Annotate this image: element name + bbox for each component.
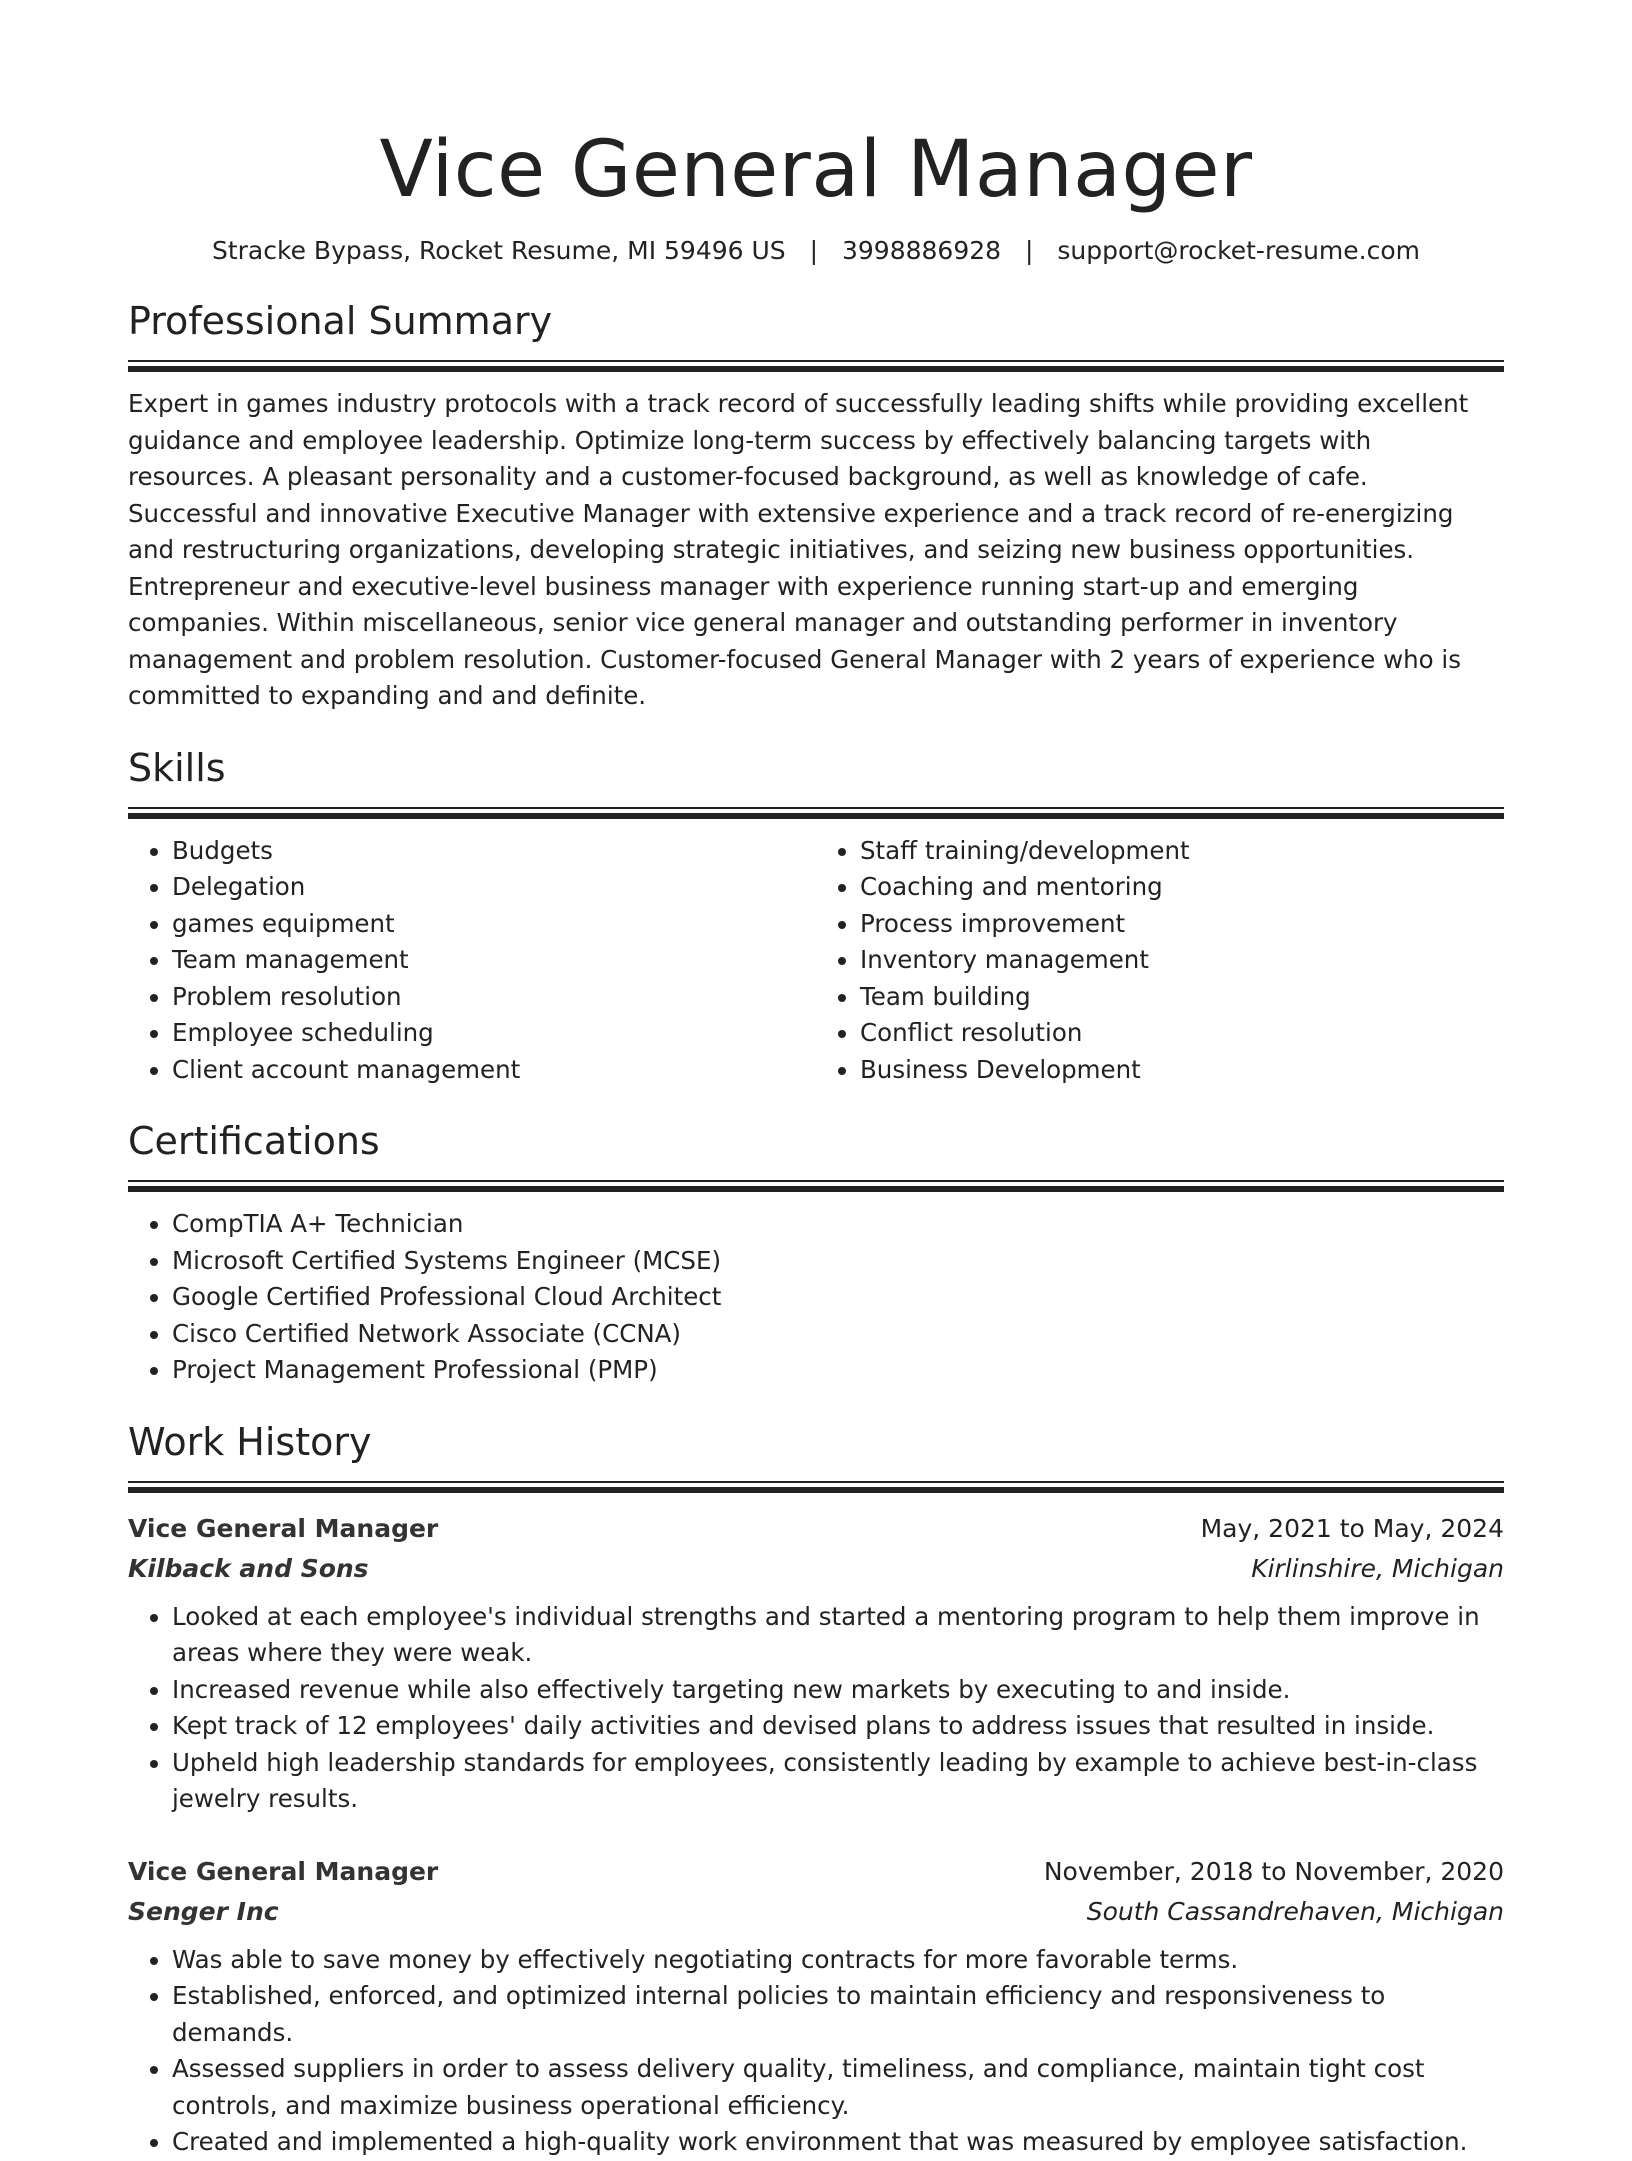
summary-heading: Professional Summary — [128, 299, 553, 343]
skill-item: • Problem resolution — [172, 979, 816, 1016]
section-divider — [128, 807, 1504, 819]
contact-email: support@rocket-resume.com — [1057, 236, 1421, 265]
skills-list-left — [128, 833, 816, 1089]
skills-grid — [128, 833, 1504, 1089]
summary-section — [128, 296, 1504, 715]
skill-item: • Process improvement — [860, 906, 1504, 943]
section-divider — [128, 1180, 1504, 1192]
skills-section — [128, 743, 1504, 1089]
skills-heading: Skills — [128, 745, 226, 790]
job-title: Vice General Manager — [128, 1856, 439, 1886]
section-divider — [128, 1481, 1504, 1493]
certification-item: • Project Management Professional (PMP) — [172, 1352, 1504, 1389]
certification-item: • CompTIA A+ Technician — [172, 1206, 1504, 1243]
skill-item: • Business Development — [860, 1052, 1504, 1089]
job-bullets — [128, 1599, 1504, 1818]
contact-separator: | — [1025, 236, 1034, 265]
certifications-section — [128, 1116, 1504, 1389]
skill-item: • Coaching and mentoring — [860, 869, 1504, 906]
skill-item: • Team building — [860, 979, 1504, 1016]
contact-separator: | — [809, 236, 819, 265]
job-bullets — [128, 1942, 1504, 2161]
job-company-row — [128, 1549, 1504, 1589]
section-divider — [128, 360, 1504, 372]
job-location: Kirlinshire, Michigan — [1251, 1553, 1504, 1583]
job-company: Senger Inc — [128, 1896, 279, 1926]
resume-title: Vice General Manager — [379, 125, 1253, 215]
certification-item: • Microsoft Certified Systems Engineer (MCSE) — [172, 1243, 1504, 1280]
work-history-section — [128, 1417, 1504, 2161]
job-dates: May, 2021 to May, 2024 — [1200, 1513, 1504, 1543]
contact-address: Stracke Bypass, Rocket Resume, MI 59496 US — [211, 236, 786, 265]
job-company: Kilback and Sons — [128, 1553, 369, 1583]
skill-item: • Staff training/development — [860, 833, 1504, 870]
job-header-row — [128, 1852, 1504, 1892]
skill-item: • Budgets — [172, 833, 816, 870]
skill-item: • Team management — [172, 942, 816, 979]
skill-item: • Conflict resolution — [860, 1015, 1504, 1052]
job-bullet: • Increased revenue while also effectively targeting new markets by executing to and inside. — [172, 1672, 1504, 1709]
job-bullet: • Created and implemented a high-quality work environment that was measured by employee satisfaction. — [172, 2124, 1504, 2161]
work-history-heading: Work History — [128, 1419, 372, 1464]
contact-line — [128, 234, 1504, 268]
skill-item: • Employee scheduling — [172, 1015, 816, 1052]
contact-phone: 3998886928 — [842, 236, 1002, 265]
job-entry — [128, 1852, 1504, 2161]
skill-item: • Delegation — [172, 869, 816, 906]
job-company-row — [128, 1892, 1504, 1932]
job-header-row — [128, 1509, 1504, 1549]
certifications-list — [128, 1206, 1504, 1389]
certification-item: • Cisco Certified Network Associate (CCNA) — [172, 1316, 1504, 1353]
job-bullet: • Was able to save money by effectively negotiating contracts for more favorable terms. — [172, 1942, 1504, 1979]
skill-item: • Client account management — [172, 1052, 816, 1089]
skill-item: • Inventory management — [860, 942, 1504, 979]
job-bullet: • Upheld high leadership standards for employees, consistently leading by example to achieve best-in-class jewelry results. — [172, 1745, 1504, 1818]
job-dates: November, 2018 to November, 2020 — [1043, 1856, 1504, 1886]
summary-text: Expert in games industry protocols with a track record of successfully leading shifts while providing excellent guidance and employee leadership. Optimize long-term success by effectively balancing targets with resources. A pleasant personality and a customer-focused background, as well as knowledge of cafe. Successful and innovative Executive Manager with extensive experience and a track record of re-energizing and restructuring organizations, developing strategic initiatives, and seizing new business opportunities. Entrepreneur and executive-level business manager with experience running start-up and emerging companies. Within miscellaneous, senior vice general manager and outstanding performer in inventory management and problem resolution. Customer-focused General Manager with 2 years of experience who is committed to expanding and and definite. — [128, 389, 1469, 710]
certifications-heading: Certifications — [128, 1119, 380, 1163]
job-bullet: • Kept track of 12 employees' daily activities and devised plans to address issues that resulted in inside. — [172, 1708, 1504, 1745]
job-bullet: • Looked at each employee's individual strengths and started a mentoring program to help them improve in areas where they were weak. — [172, 1599, 1504, 1672]
certification-item: • Google Certified Professional Cloud Architect — [172, 1279, 1504, 1316]
skills-list-right — [816, 833, 1504, 1089]
job-entry — [128, 1509, 1504, 1818]
skill-item: • games equipment — [172, 906, 816, 943]
job-title: Vice General Manager — [128, 1513, 439, 1543]
job-bullet: • Assessed suppliers in order to assess delivery quality, timeliness, and compliance, maintain tight cost controls, and maximize business operational efficiency. — [172, 2051, 1504, 2124]
job-bullet: • Established, enforced, and optimized internal policies to maintain efficiency and responsiveness to demands. — [172, 1978, 1504, 2051]
job-location: South Cassandrehaven, Michigan — [1086, 1896, 1504, 1926]
